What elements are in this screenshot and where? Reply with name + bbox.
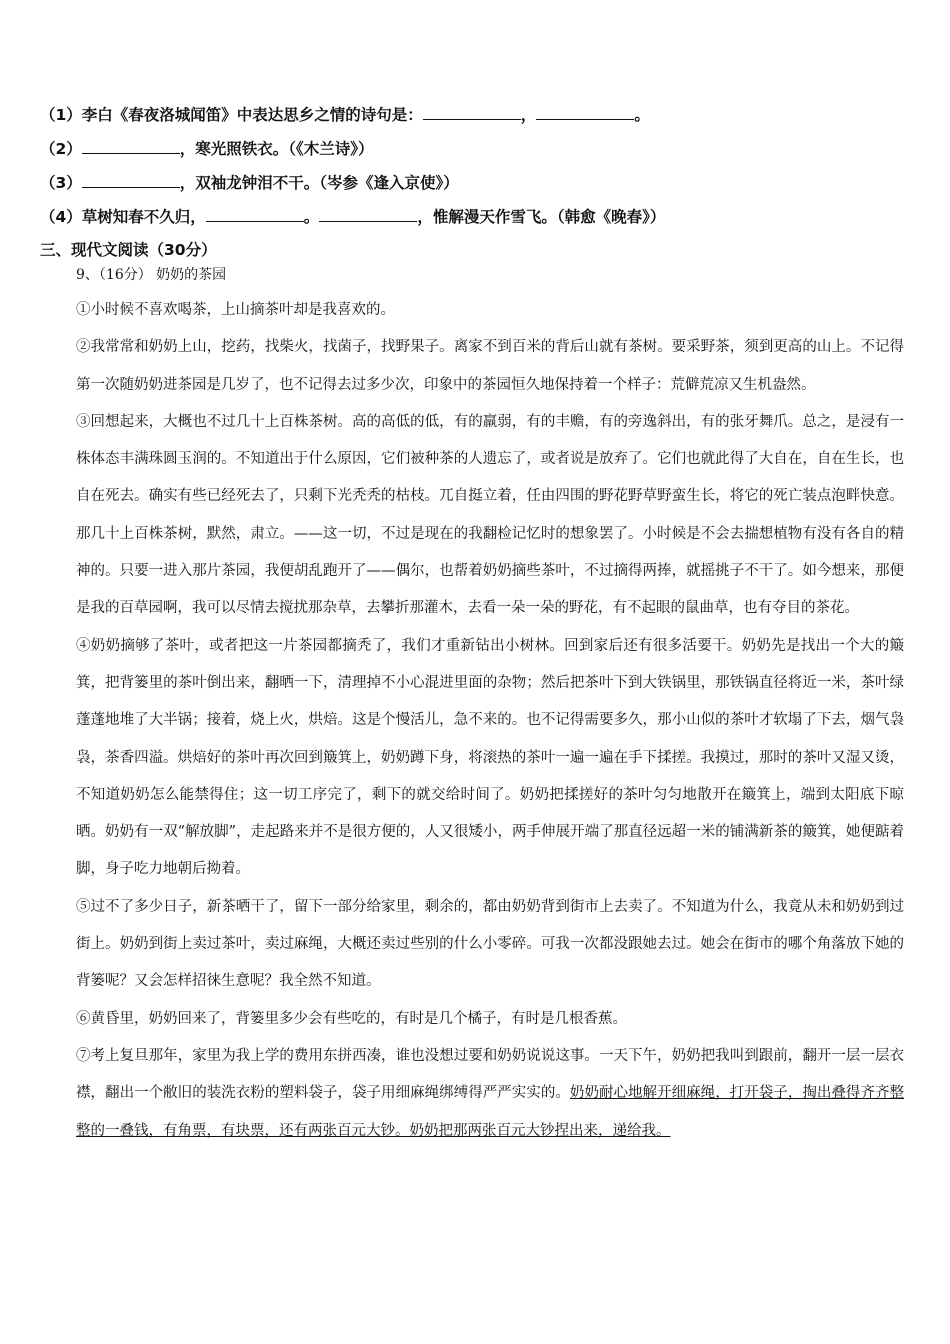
- reading-passage: [76, 292, 904, 1150]
- question-3: [40, 171, 459, 193]
- paragraph: ②我常常和奶奶上山，挖药，找柴火，找菌子，找野果子。离家不到百米的背后山就有茶树。要采野茶，须到更高的山上。不记得第一次随奶奶进茶园是几岁了，也不记得去过多少次，印象中的茶园恒久地保持着一个样子：荒僻荒凉又生机盎然。: [76, 339, 904, 393]
- answer-blank[interactable]: [423, 105, 521, 120]
- answer-blank[interactable]: [536, 105, 634, 120]
- question-2: [40, 137, 374, 159]
- question-text: ，寒光照铁衣。（《木兰诗》）: [179, 140, 374, 158]
- question-text: 。: [634, 106, 650, 124]
- answer-blank[interactable]: [82, 173, 180, 188]
- question-text: （4）草树知春不久归，: [40, 208, 206, 226]
- question-text: （1）李白《春夜洛城闻笛》中表达思乡之情的诗句是：: [40, 106, 423, 124]
- question-text: ，双袖龙钟泪不干。（岑参《逢入京使》）: [179, 174, 459, 192]
- question-text: （3）: [40, 174, 82, 192]
- paragraph: ③回想起来，大概也不过几十上百株茶树。高的高低的低，有的羸弱，有的丰赡，有的旁逸斜出，有的张牙舞爪。总之，是浸有一株体态丰满珠圆玉润的。不知道出于什么原因，它们被种茶的人遗忘了，或者说是放弃了。它们也就此得了大自在，自在生长，也自在死去。确实有些已经死去了，只剩下光秃秃的枯枝。兀自挺立着，任由四围的野花野草野蛮生长，将它的死亡装点泡畔快意。那几十上百株茶树，默然，肃立。——这一切，不过是现在的我翻检记忆时的想象罢了。小时候是不会去揣想植物有没有各自的精神的。只要一进入那片茶园，我便胡乱跑开了——偶尔，也帮着奶奶摘些茶叶，不过摘得两捧，就摇挑子不干了。如今想来，那便是我的百草园啊，我可以尽情去搅扰那杂草，去攀折那灌木，去看一朵一朵的野花，有不起眼的鼠曲草，也有夺目的茶花。: [76, 413, 904, 617]
- paragraph: ④奶奶摘够了茶叶，或者把这一片茶园都摘秃了，我们才重新钻出小树林。回到家后还有很多活要干。奶奶先是找出一个大的簸箕，把背篓里的茶叶倒出来，翻晒一下，清理掉不小心混进里面的杂物；然后把茶叶下到大铁锅里，那铁锅直径将近一米，茶叶绿蓬蓬地堆了大半锅；接着，烧上火，烘焙。这是个慢活儿，急不来的。也不记得需要多久，那小山似的茶叶才软塌了下去，烟气袅袅，茶香四溢。烘焙好的茶叶再次回到簸箕上，奶奶蹲下身，将滚热的茶叶一遍一遍在手下揉搓。我摸过，那时的茶叶又湿又烫，不知道奶奶怎么能禁得住；这一切工序完了，剩下的就交给时间了。奶奶把揉搓好的茶叶匀匀地散开在簸箕上，端到太阳底下晾晒。奶奶有一双“解放脚”，走起路来并不是很方便的，人又很矮小，两手伸展开端了那直径远超一米的铺满新茶的簸箕，她便踮着脚，身子吃力地朝后拗着。: [76, 637, 904, 878]
- paragraph: ⑥黄昏里，奶奶回来了，背篓里多少会有些吃的，有时是几个橘子，有时是几根香蕉。: [76, 1010, 627, 1027]
- question-subtitle: 9、（16分） 奶奶的茶园: [76, 267, 227, 283]
- question-text: ，: [520, 106, 537, 124]
- paragraph: [76, 1038, 904, 1150]
- question-text: ，惟解漫天作雪飞。（韩愈《晚春》）: [417, 208, 666, 226]
- answer-blank[interactable]: [319, 207, 417, 222]
- underlined-sentence: 奶奶耐心地解开细麻绳，打开袋子，掏出叠得齐齐整整的一叠钱，有角票，有块票，还有两张百元大钞。奶奶把那两张百元大钞捏出来，递给我。: [76, 1085, 905, 1139]
- question-text: （2）: [40, 140, 82, 158]
- question-1: [40, 103, 650, 125]
- question-text: 。: [303, 208, 320, 226]
- answer-blank[interactable]: [82, 139, 180, 154]
- paragraph: ⑤过不了多少日子，新茶晒干了，留下一部分给家里，剩余的，都由奶奶背到街市上去卖了。不知道为什么，我竟从未和奶奶到过街上。奶奶到街上卖过茶叶，卖过麻绳，大概还卖过些别的什么小零碎。可我一次都没跟她去过。她会在街市的哪个角落放下她的背篓呢？又会怎样招徕生意呢？我全然不知道。: [76, 898, 904, 990]
- answer-blank[interactable]: [206, 207, 304, 222]
- paragraph: ①小时候不喜欢喝茶，上山摘茶叶却是我喜欢的。: [76, 302, 395, 318]
- section-title: 三、现代文阅读（30分）: [40, 241, 217, 259]
- question-4: [40, 205, 665, 227]
- paragraph-text: ⑦考上复旦那年，家里为我上学的费用东拼西凑，谁也没想过要和奶奶说说这事。一天下午，奶奶把我叫到跟前，翻开一层一层衣襟，翻出一个敝旧的装洗衣粉的塑料袋子，袋子用细麻绳绑缚得严严实实的。: [76, 1047, 904, 1102]
